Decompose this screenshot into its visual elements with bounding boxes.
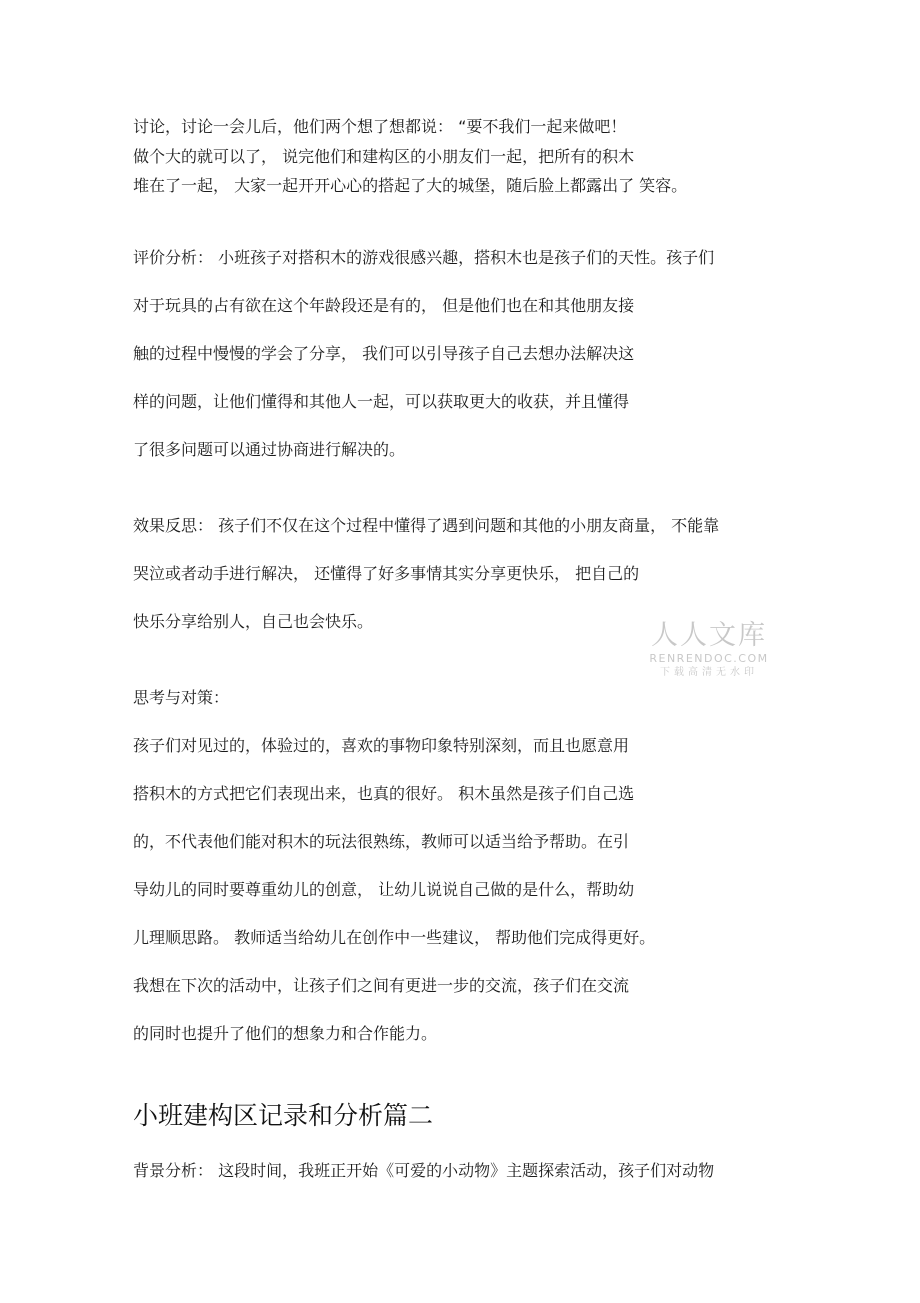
paragraph-line: 孩子们对见过的，体验过的，喜欢的事物印象特别深刻，而且也愿意用 [133,736,630,755]
paragraph-line: 快乐分享给别人，自己也会快乐。 [133,612,374,631]
paragraph-line: 的同时也提升了他们的想象力和合作能力。 [133,1024,438,1043]
paragraph-line: 导幼儿的同时要尊重幼儿的创意， 让幼儿说说自己做的是什么，帮助幼 [133,880,635,899]
paragraph-line: 搭积木的方式把它们表现出来，也真的很好。 积木虽然是孩子们自己选 [133,784,635,803]
watermark-title: 人人文库 [651,620,767,651]
paragraph-line: 的，不代表他们能对积木的玩法很熟练，教师可以适当给予帮助。在引 [133,832,630,851]
paragraph-line: 我想在下次的活动中，让孩子们之间有更进一步的交流，孩子们在交流 [133,976,630,995]
paragraph-line: 样的问题，让他们懂得和其他人一起，可以获取更大的收获，并且懂得 [133,392,630,411]
paragraph-line: 讨论，讨论一会儿后，他们两个想了想都说： “要不我们一起来做吧！ [133,117,627,136]
paragraph-line: 堆在了一起， 大家一起开开心心的搭起了大的城堡，随后脸上都露出了 笑容。 [133,176,688,195]
paragraph-line: 儿理顺思路。 教师适当给幼儿在创作中一些建议， 帮助他们完成得更好。 [133,928,656,947]
paragraph-line: 思考与对策： [133,688,230,707]
paragraph-line: 效果反思： 孩子们不仅在这个过程中懂得了遇到问题和其他的小朋友商量， 不能靠 [133,516,720,535]
watermark-url: RENRENDOC.COM [649,652,769,665]
paragraph-line: 对于玩具的占有欲在这个年龄段还是有的， 但是他们也在和其他朋友接 [133,296,635,315]
paragraph-line: 背景分析： 这段时间，我班正开始《可爱的小动物》主题探索活动，孩子们对动物 [133,1161,715,1180]
paragraph-line: 评价分析： 小班孩子对搭积木的游戏很感兴趣，搭积木也是孩子们的天性。孩子们 [133,248,715,267]
paragraph-line: 触的过程中慢慢的学会了分享， 我们可以引导孩子自己去想办法解决这 [133,344,635,363]
paragraph-line: 了很多问题可以通过协商进行解决的。 [133,440,406,459]
watermark [646,620,772,680]
section-title: 小班建构区记录和分析篇二 [133,1101,434,1130]
watermark-subtitle: 下载高清无水印 [660,667,758,678]
paragraph-line: 哭泣或者动手进行解决， 还懂得了好多事情其实分享更快乐， 把自己的 [133,564,640,583]
paragraph-line: 做个大的就可以了， 说完他们和建构区的小朋友们一起，把所有的积木 [133,147,635,166]
